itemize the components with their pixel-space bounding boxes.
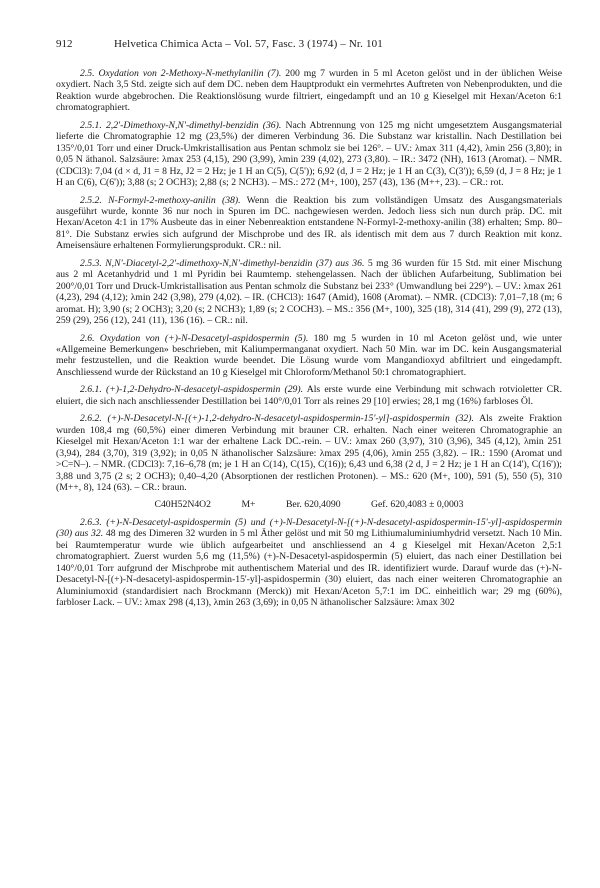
page-number: 912 [56, 38, 73, 50]
running-header [56, 38, 562, 54]
formula-composition: C40H52N4O2 [154, 499, 212, 511]
formula-found: Gef. 620,4083 ± 0,0003 [370, 499, 464, 511]
formula-ion: M+ [241, 499, 256, 511]
section-title: 2.6.3. (+)-N-Desacetyl-aspidospermin (5) und (+)-N-Desacetyl-N-[(+)-N-desacetyl-aspidospermin-15'-yl]-aspidospermin (30) aus 32. [56, 516, 562, 540]
section-text: Als zweite Fraktion wurden 108,4 mg (60,5%) einer dimeren Verbindung mit brauner CR. erhalten. Nach einer weiteren Chromatographie an Kieselgel mit Hexan/Aceton 1:1 war der erhaltene Lack DC.-rein. – UV.: λmax 260 (3,97), 310 (3,96), 345 (4,12), λmin 251 (3,94), 284 (3,70), 319 (3,92); in 0,05 N äthanolischer Salzsäure: λmax 295 (4,06), λmin 255 (3,82). – IR.: 1590 (Aromat und >C=N–). – NMR. (CDCl3): 7,16–6,78 (m; je 1 H an C(14), C(15), C(16)); 6,43 und 6,38 (2 d, J = 2 Hz; je 1 H an C(14'), C(16')); 3,88 und 3,75 (2 s; 2 OCH3); 0,40–4,20 (Absorptionen der restlichen Protonen). – MS.: 620 (M+, 100), 591 (5), 550 (5), 310 (M++, 8), 124 (63). – CR.: braun. [56, 413, 562, 493]
formula-calc: Ber. 620,4090 [285, 499, 341, 511]
section-title: 2.5.3. N,N'-Diacetyl-2,2'-dimethoxy-N,N'-dimethyl-benzidin (37) aus 36. [80, 257, 365, 269]
section-title: 2.6.2. (+)-N-Desacetyl-N-[(+)-1,2-dehydro-N-desacetyl-aspidospermin-15'-yl]-aspidospermin (32). [80, 413, 474, 425]
section-2-6 [56, 333, 562, 379]
section-text: Als erste wurde eine Verbindung mit schwach rotvioletter CR. eluiert, die sich nach anschliessender Destillation bei 140°/0,01 Torr als reines 29 [10] erwies; 28,1 mg (16%) farbloses Öl. [56, 384, 562, 407]
section-title: 2.5.1. 2,2'-Dimethoxy-N,N'-dimethyl-benzidin (36). [80, 119, 282, 131]
section-text: Nach Abtrennung von 125 mg nicht umgesetztem Ausgangsmaterial lieferte die Chromatographie 12 mg (23,5%) der dimeren Verbindung 36. Die Substanz war kristallin. Nach Destillation bei 135°/0,01 Torr und einer Druck-Umkristallisation aus Pentan schmolz sie bei 126°. – UV.: λmax 311 (4,42), λmin 256 (3,80); in 0,05 N äthanol. Salzsäure: λmax 253 (4,15), 290 (3,99), λmin 239 (4,02), 273 (3,80). – IR.: 3472 (NH), 1613 (Aromat). – NMR. (CDCl3): 7,04 (d × d, J1 = 8 Hz, J2 = 2 Hz; je 1 H an C(5), C(5')); 6,92 (d, J = 2 Hz; je 1 H an C(3), C(3')); 6,59 (d, J = 8 Hz; je 1 H an C(6), C(6')); 3,88 (s; 2 OCH3); 2,88 (s; 2 NCH3). – MS.: 272 (M+, 100), 257 (43), 136 (M++, 23). – CR.: rot. [56, 119, 563, 189]
section-title: 2.5.2. N-Formyl-2-methoxy-anilin (38). [80, 194, 241, 206]
section-text: 5 mg 36 wurden für 15 Std. mit einer Mischung aus 2 ml Acetanhydrid und 1 ml Pyridin bei Raumtemp. stehengelassen. Nach der üblichen Aufarbeitung, Sublimation bei 200°/0,01 Torr und Druck-Umkristallisation aus Pentan schmolz die Substanz bei 233° (Umwandlung bei 229°). – UV.: λmax 261 (4,23), 294 (4,12); λmin 242 (3,98), 279 (4,02). – IR. (CHCl3): 1647 (Amid), 1608 (Aromat). – NMR. (CDCl3): 7,01–7,18 (m; 6 aromat. H); 3,90 (s; 2 OCH3); 3,20 (s; 2 NCH3); 1,89 (s; 2 COCH3). – MS.: 356 (M+, 100), 325 (18), 314 (41), 299 (9), 272 (13), 259 (29), 256 (12), 241 (11), 136 (16). – CR.: nil. [56, 257, 563, 327]
section-2-5 [56, 68, 562, 114]
running-head: Helvetica Chimica Acta – Vol. 57, Fasc. 3 (1974) – Nr. 101 [114, 38, 383, 50]
section-text: 180 mg 5 wurden in 10 ml Aceton gelöst und, wie unter «Allgemeine Bemerkungen» beschrieben, mit Kaliumpermanganat oxydiert. Nach 50 Min. war im DC. kein Ausgangsmaterial mehr festzustellen, und die Reaktion wurde beendet. Die Lösung wurde vom Mangandioxyd abfiltriert und eingedampft. Anschliessend wurde der Rückstand an 10 g Kieselgel mit Chloroform/Methanol 50:1 chromatographiert. [56, 332, 563, 378]
section-text: 48 mg des Dimeren 32 wurden in 5 ml Äther gelöst und mit 50 mg Lithiumaluminiumhydrid versetzt. Nach 10 Min. bei Raumtemperatur wurde wie üblich aufgearbeitet und anschliessend an 4 g Kieselgel mit Hexan/Aceton 2,5:1 chromatographiert. Zuerst wurden 5,6 mg (11,5%) (+)-N-Desacetyl-aspidospermin (5) eluiert, das nach einer Destillation bei 140°/0,01 Torr aufgrund der Mischprobe mit authentischem Material und des IR. identifiziert wurde. Darauf wurde das (+)-N-Desacetyl-N-[(+)-N-desacetyl-aspidospermin-15'-yl]-aspidospermin (30) eluiert, das nach einer weiteren Chromatographie an Aluminiumoxid (standardisiert nach Brockmann (Merck)) mit Hexan/Aceton 5,7:1 im DC. einheitlich war; 29 mg (60%), farbloser Lack. – UV.: λmax 298 (4,13), λmin 263 (3,69); in 0,05 N äthanolischer Salzsäure: λmax 302 [56, 528, 562, 609]
section-text: 200 mg 7 wurden in 5 ml Aceton gelöst und in der üblichen Weise oxydiert. Nach 3,5 Std. zeigte sich auf dem DC. neben dem Hauptprodukt ein vermehrtes Auftreten von Nebenprodukten, und die Reaktion wurde abgebrochen. Die Reaktionslösung wurde filtriert, eingedampft und an 10 g Kieselgel mit Hexan/Aceton 6:1 chromatographiert. [56, 68, 562, 114]
elemental-formula [56, 499, 562, 510]
section-2-5-1 [56, 120, 562, 189]
section-2-6-2 [56, 413, 562, 493]
section-2-6-1 [56, 384, 562, 407]
article-body [56, 68, 562, 608]
section-2-6-3 [56, 517, 562, 609]
section-2-5-3 [56, 258, 562, 327]
section-2-5-2 [56, 195, 562, 252]
section-title: 2.6. Oxydation von (+)-N-Desacetyl-aspidospermin (5). [80, 332, 309, 344]
section-title: 2.6.1. (+)-1,2-Dehydro-N-desacetyl-aspidospermin (29). [80, 384, 304, 396]
section-title: 2.5. Oxydation von 2-Methoxy-N-methylanilin (7). [80, 68, 282, 79]
section-text: Wenn die Reaktion bis zum vollständigen Umsatz des Ausgangsmaterials ausgeführt wurde, konnte 36 nur noch in Spuren im DC. nachgewiesen werden. Jedoch liess sich nun durch präp. DC. mit Hexan/Aceton 4:1 in 17% Ausbeute das in einer Nebenreaktion entstandene N-Formyl-2-methoxy-anilin (38) erhalten; Smp. 80–81°. Die Substanz erwies sich aufgrund der Mischprobe und des IR. als identisch mit dem aus 7 durch Reaktion mit konz. Ameisensäure erhaltenen Formylierungsprodukt. CR.: nil. [56, 194, 563, 252]
